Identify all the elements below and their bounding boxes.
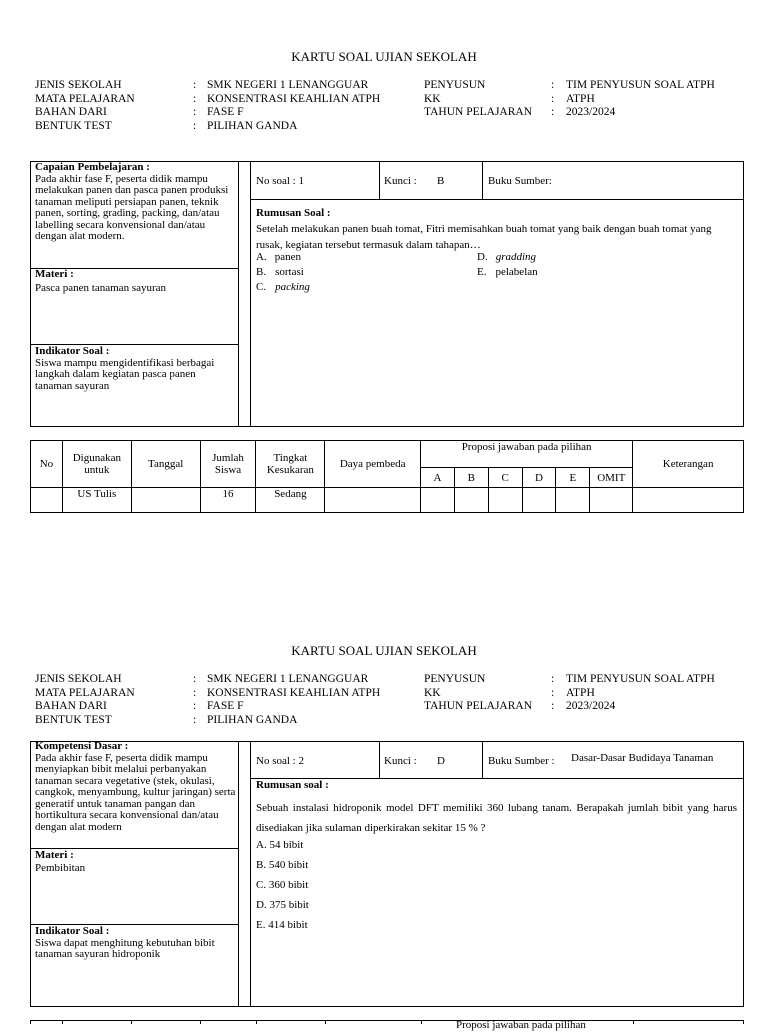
card2-header-right-colons: : : : <box>551 673 555 712</box>
card1-header-right-colons: : : : <box>551 79 555 118</box>
th-daya: Daya pembeda <box>325 441 421 488</box>
rumusan-label: Rumusan Soal : <box>256 207 331 219</box>
option-e: E. pelabelan <box>477 266 538 278</box>
th-no: No <box>31 441 63 488</box>
materi-text: Pembibitan <box>35 861 86 874</box>
card2-table-proposi-partial: Proposi jawaban pada pilihan <box>456 1019 586 1031</box>
card1-header-left-values: SMK NEGERI 1 LENANGGUAR KONSENTRASI KEAHLIAN ATPH FASE F PILIHAN GANDA <box>207 79 381 132</box>
indikator-label: Indikator Soal : <box>35 345 110 357</box>
option-b: B. 540 bibit <box>256 859 309 871</box>
materi-label: Materi : <box>35 849 74 861</box>
kd-label: Kompetensi Dasar : <box>35 740 129 752</box>
card1-cp-section <box>35 162 235 243</box>
card2-indikator-section <box>35 926 235 961</box>
materi-text: Pasca panen tanaman sayuran <box>35 281 167 294</box>
card2-kd-section <box>35 741 236 833</box>
indikator-label: Indikator Soal : <box>35 925 110 937</box>
question-text: Setelah melakukan panen buah tomat, Fitri memisahkan buah tomat yang baik dengan buah tomat yang rusak, kegiatan tersebut termasuk dalam tahapan… <box>256 223 712 251</box>
card1-options-right <box>477 250 538 280</box>
card1-title: KARTU SOAL UJIAN SEKOLAH <box>291 49 477 64</box>
card2-header-right-values: TIM PENYUSUN SOAL ATPH ATPH 2023/2024 <box>566 673 715 712</box>
card2-kunci-label: Kunci : <box>384 755 417 767</box>
card1-no-soal: No soal : 1 <box>256 175 304 187</box>
card1-options-left <box>256 250 310 295</box>
option-c: C. packing <box>256 281 310 293</box>
th-keterangan: Keterangan <box>633 441 744 488</box>
card1-kunci-value: B <box>437 175 445 187</box>
card1-kunci-label: Kunci : <box>384 175 417 187</box>
card1-rumusan-soal <box>256 205 736 253</box>
card1-header-left-colons: : : : : <box>193 79 197 132</box>
cp-label: Capaian Pembelajaran : <box>35 161 150 173</box>
th-jumlah: Jumlah Siswa <box>200 441 256 488</box>
card2-title: KARTU SOAL UJIAN SEKOLAH <box>291 643 477 658</box>
rumusan-label: Rumusan soal : <box>256 779 329 791</box>
materi-label: Materi : <box>35 268 74 280</box>
cp-text: Pada akhir fase F, peserta didik mampu melakukan panen dan pasca panen produksi tanaman meliputi persiapan panen, teknik panen, sorting, grading, packing, dan/atau labelling secara konvensional dan/atau dengan alat modern. <box>35 172 229 242</box>
card2-header-left-values: SMK NEGERI 1 LENANGGUAR KONSENTRASI KEAHLIAN ATPH FASE F PILIHAN GANDA <box>207 673 381 726</box>
card1-indikator-section <box>35 346 235 392</box>
card2-header-left-colons: : : : : <box>193 673 197 726</box>
option-a: A. panen <box>256 251 301 263</box>
option-d: D. gradding <box>477 251 537 263</box>
indikator-text: Siswa dapat menghitung kebutuhan bibit tanaman sayuran hidroponik <box>35 936 215 960</box>
card2-table-top <box>30 1020 744 1021</box>
card2-options <box>256 835 309 935</box>
card2-header-left-labels: JENIS SEKOLAH MATA PELAJARAN BAHAN DARI BENTUK TEST <box>35 673 135 726</box>
th-tingkat: Tingkat Kesukaran <box>256 441 325 488</box>
option-b: B. sortasi <box>256 266 304 278</box>
option-c: C. 360 bibit <box>256 879 309 891</box>
card1-materi-section <box>35 269 235 294</box>
th-proposi: Proposi jawaban pada pilihan <box>421 441 633 468</box>
card1-buku-sumber: Buku Sumber: <box>488 175 552 187</box>
card1-header-right-labels: PENYUSUN KK TAHUN PELAJARAN <box>424 79 533 118</box>
card2-buku-value: Dasar-Dasar Budidaya Tanaman <box>571 752 714 764</box>
card2-rumusan-soal <box>256 780 737 838</box>
kd-text: Pada akhir fase F, peserta didik mampu menyiapkan bibit melalui perbanyakan tanaman secara vegetative (stek, okulasi, cangkok, menyambung, kultur jaringan) serta generatif untuk tanaman pangan dan hortikultura secara konvensional dan/atau dengan alat modern <box>35 751 236 833</box>
option-a: A. 54 bibit <box>256 839 304 851</box>
question-text: Sebuah instalasi hidroponik model DFT memiliki 360 lubang tanam. Berapakah jumlah bibit yang harus disediakan jika sulaman diperkirakan sekitar 15 % ? <box>256 801 737 834</box>
card2-buku-label: Buku Sumber : <box>488 755 555 767</box>
card2-kunci-value: D <box>437 755 445 767</box>
th-digunakan: Digunakan untuk <box>62 441 131 488</box>
table-row: US Tulis 16 Sedang <box>31 488 744 513</box>
option-d: D. 375 bibit <box>256 899 309 911</box>
card2-materi-section <box>35 850 235 874</box>
indikator-text: Siswa mampu mengidentifikasi berbagai langkah dalam kegiatan pasca panen tanaman sayuran <box>35 356 215 392</box>
card1-header-left-labels: JENIS SEKOLAH MATA PELAJARAN BAHAN DARI BENTUK TEST <box>35 79 135 132</box>
card1-header-right-values: TIM PENYUSUN SOAL ATPH ATPH 2023/2024 <box>566 79 715 118</box>
option-e: E. 414 bibit <box>256 919 308 931</box>
th-tanggal: Tanggal <box>131 441 200 488</box>
card1-analysis-table: No Digunakan untuk Tanggal Jumlah Siswa Tingkat Kesukaran Daya pembeda Proposi jawaban pada pilihan Keterangan A B C D E OMIT US Tulis 16 Sedang <box>30 440 744 513</box>
card2-header-right-labels: PENYUSUN KK TAHUN PELAJARAN <box>424 673 533 712</box>
card2-no-soal: No soal : 2 <box>256 755 304 767</box>
